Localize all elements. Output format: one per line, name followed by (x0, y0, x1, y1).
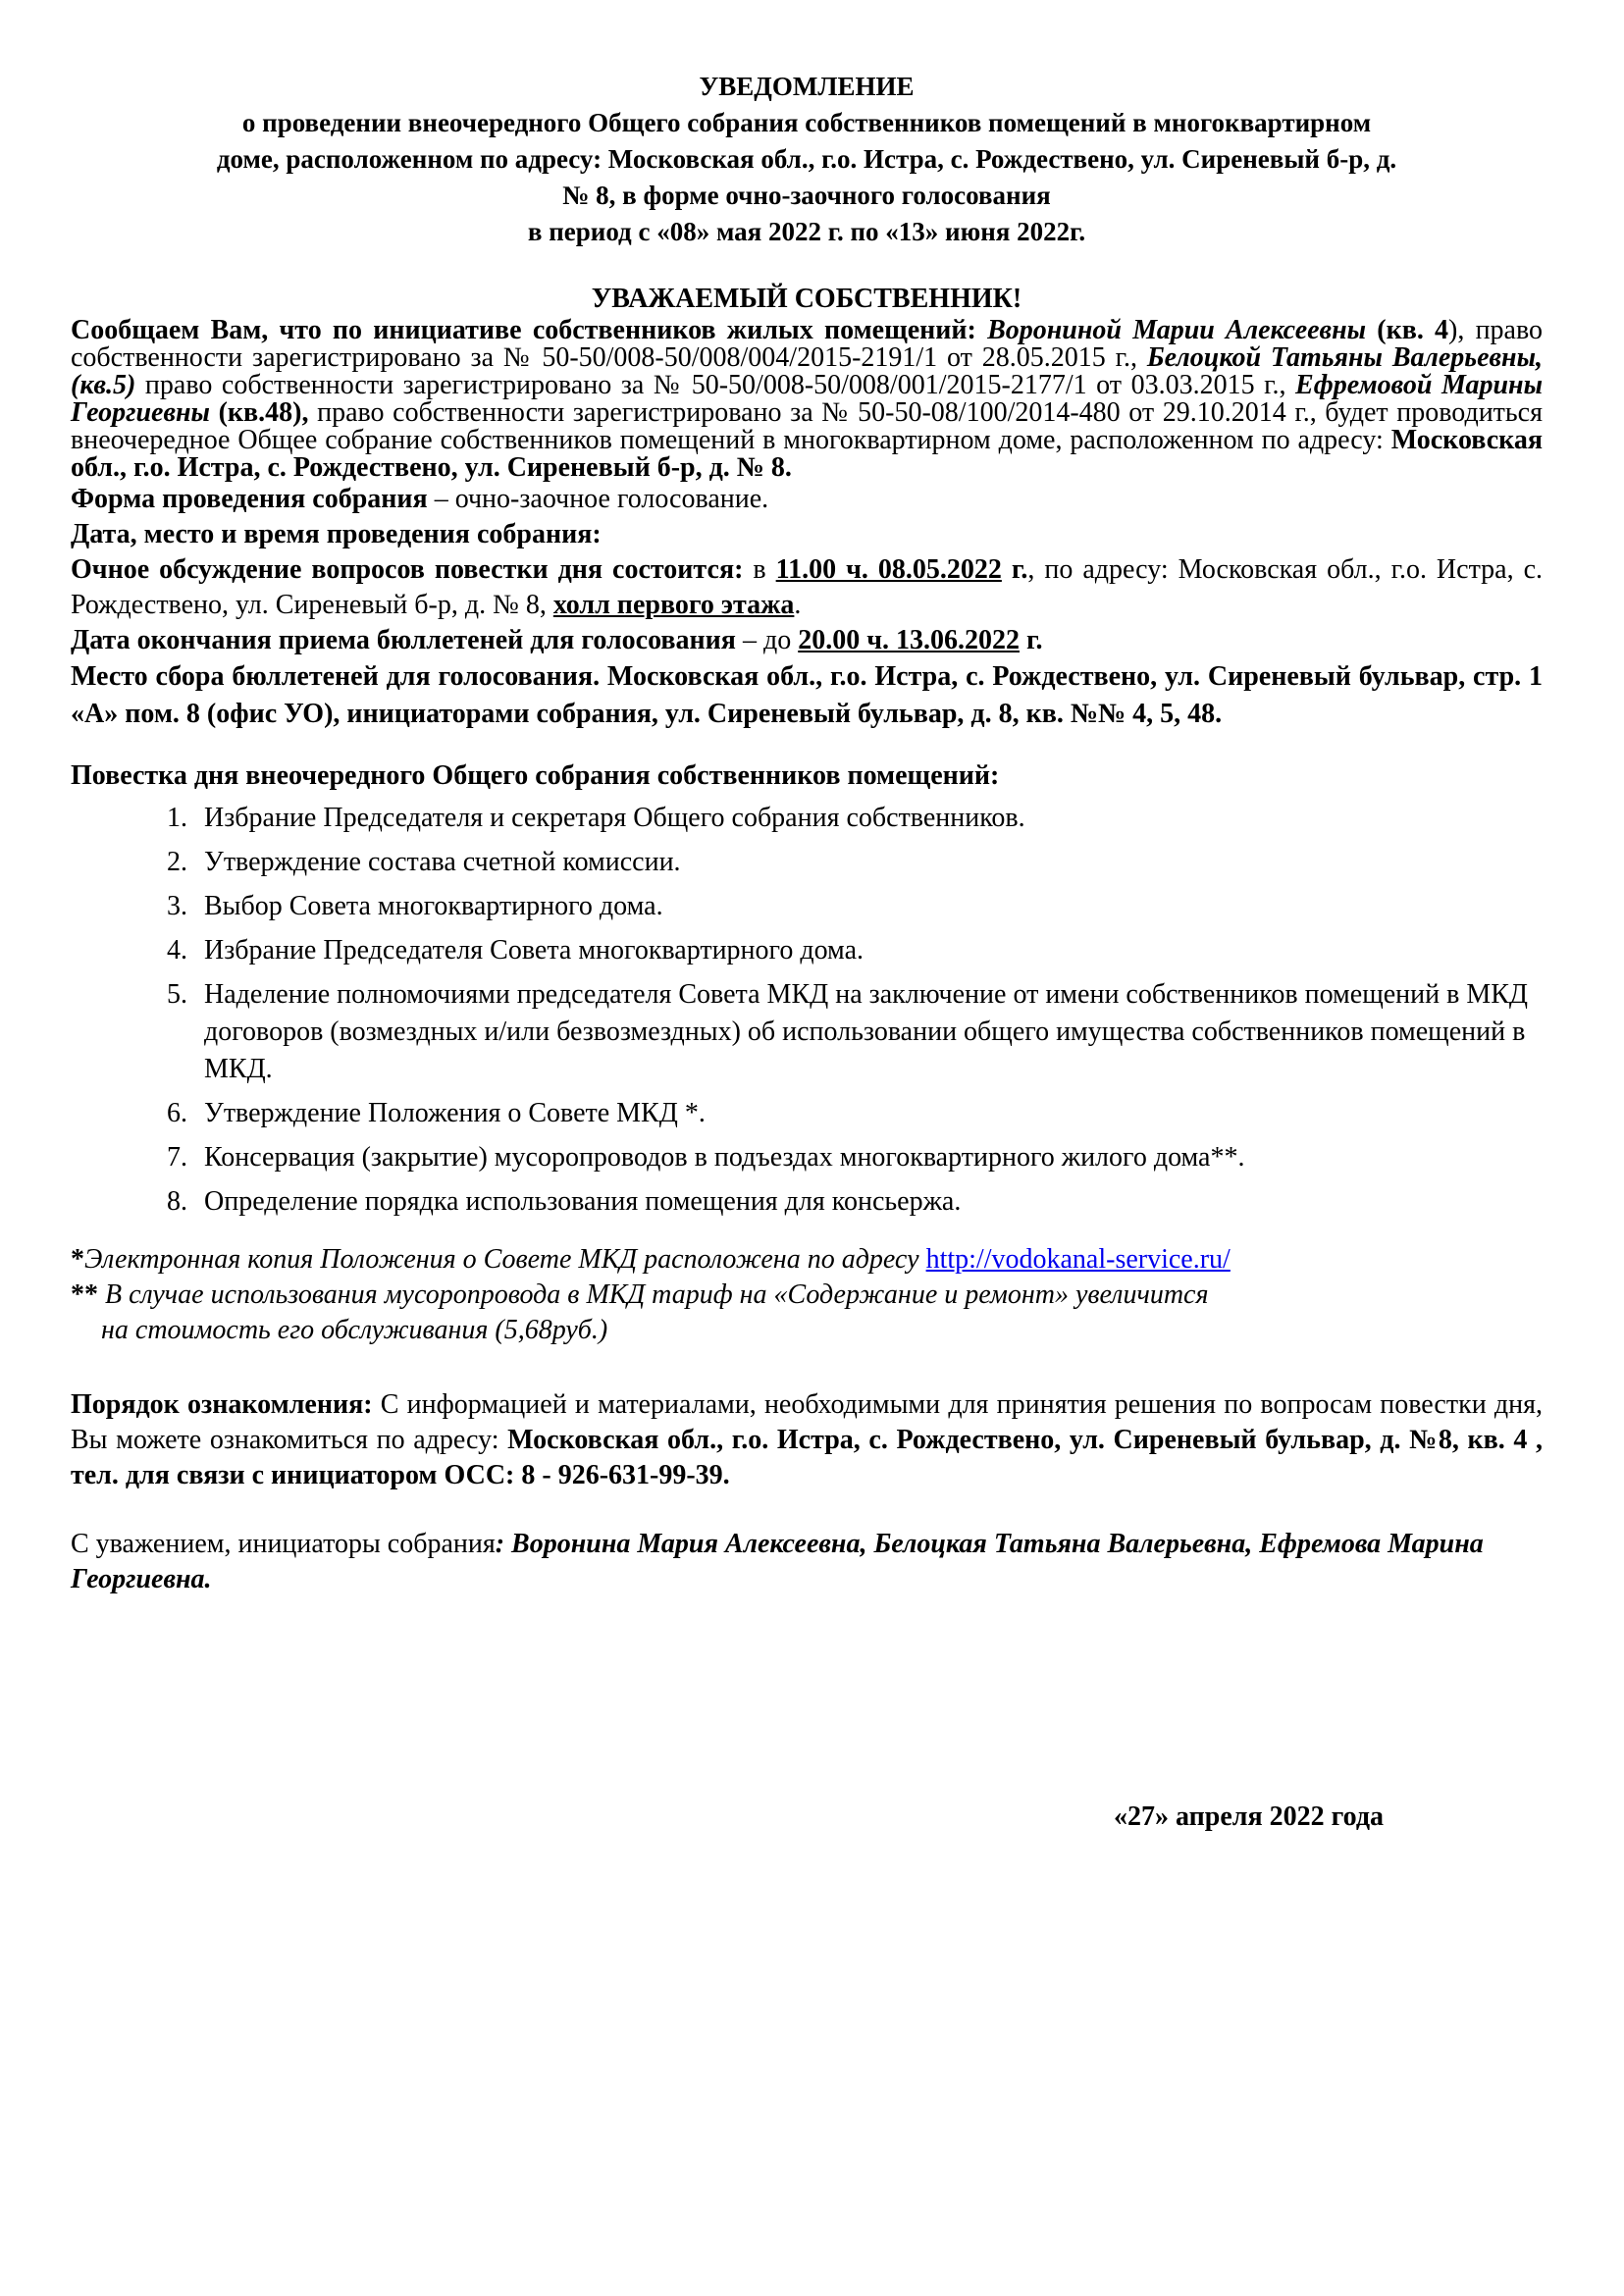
regards-text: С уважением, инициаторы собрания (71, 1529, 496, 1559)
meeting-form-label: Форма проведения собрания (71, 484, 428, 514)
meeting-form (71, 482, 1543, 517)
notice-date: «27» апреля 2022 года (1114, 1801, 1384, 1832)
initiator-names: : Воронина Мария Алексеевна, Белоцкая Татьяна Валерьевна, Ефремова Марина Георгиевна. (71, 1529, 1484, 1594)
agenda-list (71, 800, 1543, 1221)
house-address: Московская обл., г.о. Истра, с. Рождествено, ул. Сиреневый б-р, д. № 8. (71, 425, 1543, 483)
deadline-value: 20.00 ч. 13.06.2022 (798, 625, 1020, 655)
agenda-item: 5. Наделение полномочиями председателя Совета МКД на заключение от имени собственников помещений в МКД договоров (возмездных и/или безвозмездных) об использовании общего имущества собственников помещений в МКД. (194, 976, 1543, 1088)
footnote-1 (71, 1242, 1543, 1278)
owner-3-name: Ефремовой Марины Георгиевны (71, 370, 1543, 428)
agenda-item: 7. Консервация (закрытие) мусоропроводов в подъездах многоквартирного жилого дома**. (194, 1139, 1543, 1176)
footnote-2-mark: ** (71, 1279, 98, 1310)
intro-paragraph (71, 317, 1543, 482)
title-line-2: о проведении внеочередного Общего собрания собственников помещений в многоквартирном (241, 108, 1372, 137)
agenda-item: 3. Выбор Совета многоквартирного дома. (194, 888, 1543, 925)
review-procedure-address: Московская обл., г.о. Истра, с. Рождествено, ул. Сиреневый бульвар, д. №8, кв. 4 , тел. для связи с инициатором ОСС: 8 - 926-631-99-39. (71, 1425, 1543, 1490)
title-line-1: УВЕДОМЛЕНИЕ (699, 72, 915, 101)
regards (71, 1527, 1543, 1597)
ballot-collection-place: Место сбора бюллетеней для голосования. Московская обл., г.о. Истра, с. Рождествено, ул. Сиреневый бульвар, стр. 1 «А» пом. 8 (офис УО), инициаторами собрания, ул. Сиреневый бульвар, д. 8, кв. №№ 4, 5, 48. (71, 661, 1543, 729)
review-procedure-text: С информацией и материалами, необходимыми для принятия решения по вопросам повестки дня, Вы можете ознакомиться по адресу: (71, 1389, 1543, 1455)
owner-1-apartment: (кв. 4 (1366, 315, 1449, 345)
deadline-end: г. (1020, 625, 1043, 655)
datetime-heading: Дата, место и время проведения собрания: (71, 519, 602, 549)
title-voting-form: , в форме очно-заочного голосования (608, 181, 1051, 210)
in-person-pre: в (743, 554, 776, 585)
regulation-link[interactable]: http://vodokanal-service.ru/ (925, 1244, 1231, 1275)
review-procedure-label: Порядок ознакомления: (71, 1389, 373, 1420)
owner-2-rights: право собственности зарегистрировано за № 50-50/008-50/008/001/2015-2177/1 от 03.03.2015 г., (135, 370, 1296, 400)
owner-2-name: Белоцкой Татьяны Валерьевны, (1146, 342, 1543, 373)
ballot-deadline (71, 623, 1543, 658)
footnote-2 (71, 1278, 1543, 1313)
in-person-meeting (71, 552, 1543, 623)
owner-3-apartment: (кв.48), (209, 397, 309, 428)
meeting-form-value: – очно-заочное голосование. (427, 484, 769, 514)
footnote-1-mark: * (71, 1244, 84, 1275)
title-line-5: в период с «08» мая 2022 г. по «13» июня 2022г. (527, 217, 1086, 246)
in-person-hall: холл первого этажа (552, 590, 795, 620)
footnote-2-text: В случае использования мусоропровода в МКД тариф на «Содержание и ремонт» увеличится (98, 1279, 1209, 1310)
footnote-2-continued: на стоимость его обслуживания (5,68руб.) (101, 1315, 608, 1345)
agenda-item: 1. Избрание Председателя и секретаря Общего собрания собственников. (194, 800, 1543, 837)
notice-title (71, 69, 1543, 250)
review-procedure (71, 1387, 1543, 1493)
title-house-number: № 8 (562, 181, 609, 210)
in-person-year-suffix: г. (1001, 554, 1028, 585)
owner-1-rights: ), право собственности зарегистрировано за № 50-50/008-50/008/004/2015-2191/1 от 28.05.2015 г., (71, 315, 1544, 373)
greeting: УВАЖАЕМЫЙ СОБСТВЕННИК! (591, 284, 1022, 314)
owner-3-rights: право собственности зарегистрировано за № 50-50-08/100/2014-480 от 29.10.2014 г., будет проводиться внеочередное Общее собрание собственников помещений в многоквартирном доме, расположенном по адресу: (71, 397, 1543, 455)
notice-page (71, 69, 1543, 1597)
agenda-heading: Повестка дня внеочередного Общего собрания собственников помещений: (71, 760, 1000, 791)
in-person-end: . (794, 590, 802, 620)
footnote-1-text: Электронная копия Положения о Совете МКД расположена по адресу (84, 1244, 926, 1275)
deadline-pre: – до (735, 625, 799, 655)
in-person-label: Очное обсуждение вопросов повестки дня состоится: (71, 554, 744, 585)
title-line-3: доме, расположенном по адресу: Московская обл., г.о. Истра, с. Рождествено, ул. Сиреневый б-р, д. (216, 144, 1397, 174)
agenda-item: 8. Определение порядка использования помещения для консьержа. (194, 1183, 1543, 1221)
in-person-address: , по адресу: Московская обл., г.о. Истра, с. Рождествено, ул. Сиреневый б-р, д. № 8, (71, 554, 1543, 620)
agenda-item: 6. Утверждение Положения о Совете МКД *. (194, 1095, 1543, 1132)
intro-lead: Сообщаем Вам, что по инициативе собственников жилых помещений: (71, 315, 988, 345)
title-line-4 (71, 178, 1543, 214)
agenda-item: 2. Утверждение состава счетной комиссии. (194, 844, 1543, 881)
owner-2-apartment: (кв.5) (71, 370, 136, 400)
deadline-label: Дата окончания приема бюллетеней для голосования (71, 625, 736, 655)
owner-1-name: Ворониной Марии Алексеевны (987, 315, 1367, 345)
agenda-item: 4. Избрание Председателя Совета многоквартирного дома. (194, 932, 1543, 969)
in-person-time: 11.00 ч. 08.05.2022 (775, 554, 1002, 585)
